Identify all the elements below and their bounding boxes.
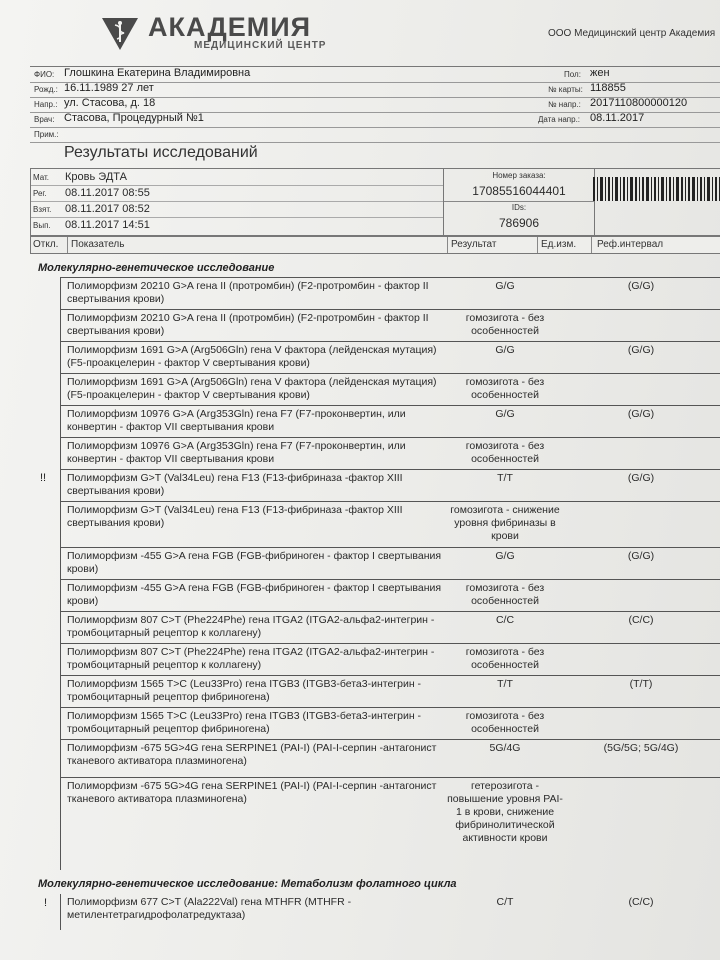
ref-date-label: Дата напр.: bbox=[538, 115, 581, 124]
row-result: гомозигота - без особенностей bbox=[465, 582, 545, 607]
table-row bbox=[60, 611, 720, 644]
row-indicator: Полиморфизм 1565 T>C (Leu33Pro) гена ITGB3 (ITGB3-бета3-интегрин - тромбоцитарный рецептор фибриногена) bbox=[67, 710, 422, 735]
row-ref-interval: (C/C) bbox=[628, 896, 654, 908]
card-label: № карты: bbox=[548, 85, 583, 94]
medical-shield-icon bbox=[100, 12, 140, 52]
row-indicator: Полиморфизм 10976 G>A (Arg353Gln) гена F7 (F7-проконвертин, или конвертин - фактор VII свертывания крови bbox=[67, 408, 406, 433]
deviation-flag: ! bbox=[44, 897, 48, 909]
sex-label: Пол: bbox=[564, 70, 581, 79]
note-label: Прим.: bbox=[34, 130, 59, 139]
row-result: T/T bbox=[497, 678, 513, 690]
table-row bbox=[60, 373, 720, 406]
sample-row-mat bbox=[31, 169, 443, 186]
logo-title: АКАДЕМИЯ bbox=[148, 11, 312, 42]
addr-value: ул. Стасова, д. 18 bbox=[64, 97, 156, 109]
row-result: G/G bbox=[495, 550, 515, 562]
ids-value: 786906 bbox=[498, 216, 540, 230]
patient-row-addr bbox=[30, 97, 720, 113]
order-box bbox=[443, 169, 595, 235]
sample-info bbox=[30, 168, 720, 236]
patient-info bbox=[30, 66, 720, 143]
done-value: 08.11.2017 14:51 bbox=[65, 219, 150, 231]
row-indicator: Полиморфизм -455 G>A гена FGB (FGB-фибриноген - фактор I свертывания крови) bbox=[67, 582, 442, 607]
table-row bbox=[60, 579, 720, 612]
table-row bbox=[60, 894, 720, 930]
table-header bbox=[30, 236, 720, 254]
table-row bbox=[60, 437, 720, 470]
mat-label: Мат. bbox=[33, 173, 50, 182]
sample-row-reg bbox=[31, 185, 443, 202]
table-row bbox=[60, 643, 720, 676]
table-row bbox=[60, 277, 720, 310]
th-result: Результат bbox=[451, 239, 497, 250]
row-indicator: Полиморфизм -675 5G>4G гена SERPINE1 (PAI-I) (PAI-I-серпин -антагонист тканевого активатора плазминогена) bbox=[67, 780, 437, 805]
reg-label: Рег. bbox=[33, 189, 47, 198]
row-result: гомозигота - без особенностей bbox=[465, 710, 545, 735]
logo-subtitle: МЕДИЦИНСКИЙ ЦЕНТР bbox=[194, 39, 327, 51]
row-indicator: Полиморфизм 10976 G>A (Arg353Gln) гена F7 (F7-проконвертин, или конвертин - фактор VII свертывания крови bbox=[67, 440, 406, 465]
row-ref-interval: (G/G) bbox=[627, 472, 655, 484]
ref-value: 2017110800000120 bbox=[590, 97, 688, 109]
mat-value: Кровь ЭДТА bbox=[65, 171, 127, 183]
table-row bbox=[60, 707, 720, 740]
section-title: Молекулярно-генетическое исследование bbox=[38, 262, 275, 274]
row-indicator: Полиморфизм 807 C>T (Phe224Phe) гена ITGA2 (ITGA2-альфа2-интегрин - тромбоцитарный рецептор к коллагену) bbox=[67, 646, 435, 671]
patient-row-birth bbox=[30, 82, 720, 98]
doctor-label: Врач: bbox=[34, 115, 55, 124]
row-indicator: Полиморфизм -675 5G>4G гена SERPINE1 (PAI-I) (PAI-I-серпин -антагонист тканевого активатора плазминогена) bbox=[67, 742, 437, 767]
row-indicator: Полиморфизм 20210 G>A гена II (протромбин) (F2-протромбин - фактор II свертывания крови) bbox=[67, 312, 429, 337]
row-ref-interval: (G/G) bbox=[627, 344, 655, 356]
row-result: гомозигота - без особенностей bbox=[465, 312, 545, 337]
row-indicator: Полиморфизм G>T (Val34Leu) гена F13 (F13-фибриназа -фактор XIII свертывания крови) bbox=[67, 472, 403, 497]
table-row bbox=[60, 501, 720, 548]
order-label: Номер заказа: bbox=[492, 171, 546, 180]
addr-label: Напр.: bbox=[34, 100, 58, 109]
organization-name: ООО Медицинский центр Академия bbox=[548, 28, 716, 39]
order-value: 17085516044401 bbox=[472, 184, 566, 198]
sex-value: жен bbox=[590, 67, 610, 79]
doctor-value: Стасова, Процедурный №1 bbox=[64, 112, 204, 124]
row-result: гомозигота - без особенностей bbox=[465, 646, 545, 671]
section-title: Молекулярно-генетическое исследование: Метаболизм фолатного цикла bbox=[38, 878, 457, 890]
ref-date-value: 08.11.2017 bbox=[590, 112, 645, 124]
table-row bbox=[60, 547, 720, 580]
row-result: гомозигота - без особенностей bbox=[465, 440, 545, 465]
fio-label: ФИО: bbox=[34, 70, 55, 79]
taken-value: 08.11.2017 08:52 bbox=[65, 203, 150, 215]
th-otkl: Откл. bbox=[33, 239, 59, 250]
row-result: C/T bbox=[496, 896, 514, 908]
row-result: T/T bbox=[497, 472, 513, 484]
table-row bbox=[60, 309, 720, 342]
row-result: 5G/4G bbox=[489, 742, 521, 754]
patient-row-note bbox=[30, 127, 720, 143]
table-row bbox=[60, 739, 720, 778]
table-row bbox=[60, 405, 720, 438]
sample-row-done bbox=[31, 217, 443, 233]
birth-label: Рожд.: bbox=[34, 85, 58, 94]
done-label: Вып. bbox=[33, 221, 51, 230]
patient-row-fio bbox=[30, 67, 720, 83]
table-row bbox=[60, 675, 720, 708]
card-value: 118855 bbox=[590, 82, 626, 94]
row-ref-interval: (5G/5G; 5G/4G) bbox=[603, 742, 679, 754]
row-indicator: Полиморфизм -455 G>A гена FGB (FGB-фибриноген - фактор I свертывания крови) bbox=[67, 550, 442, 575]
th-indicator: Показатель bbox=[71, 239, 125, 250]
taken-label: Взят. bbox=[33, 205, 52, 214]
sample-row-taken bbox=[31, 201, 443, 218]
ids-label: IDs: bbox=[511, 203, 527, 212]
row-result: C/C bbox=[495, 614, 515, 626]
table-row bbox=[60, 777, 720, 870]
row-indicator: Полиморфизм 20210 G>A гена II (протромбин) (F2-протромбин - фактор II свертывания крови) bbox=[67, 280, 429, 305]
patient-row-doctor bbox=[30, 112, 720, 128]
ref-label: № напр.: bbox=[548, 100, 581, 109]
results-title: Результаты исследований bbox=[64, 144, 258, 161]
row-indicator: Полиморфизм 1691 G>A (Arg506Gln) гена V фактора (лейденская мутация) (F5-проакцелерин - фактор V свертывания крови) bbox=[67, 376, 437, 401]
row-result: гетерозигота - повышение уровня PAI-1 в крови, снижение фибринолитической активности крови bbox=[447, 780, 563, 844]
logo bbox=[100, 12, 326, 52]
row-indicator: Полиморфизм 677 C>T (Ala222Val) гена MTHFR (MTHFR - метилентетрагидрофолатредуктаза) bbox=[67, 896, 352, 921]
row-result: G/G bbox=[495, 344, 515, 356]
reg-value: 08.11.2017 08:55 bbox=[65, 187, 150, 199]
row-ref-interval: (G/G) bbox=[627, 280, 655, 292]
fio-value: Глошкина Екатерина Владимировна bbox=[64, 67, 251, 79]
birth-value: 16.11.1989 27 лет bbox=[64, 82, 154, 94]
th-ref: Реф.интервал bbox=[597, 239, 664, 250]
row-ref-interval: (C/C) bbox=[628, 614, 654, 626]
table-row bbox=[60, 469, 720, 502]
table-row bbox=[60, 341, 720, 374]
row-indicator: Полиморфизм 1565 T>C (Leu33Pro) гена ITGB3 (ITGB3-бета3-интегрин - тромбоцитарный рецептор фибриногена) bbox=[67, 678, 422, 703]
row-result: гомозигота - без особенностей bbox=[465, 376, 545, 401]
barcode-icon bbox=[593, 177, 720, 201]
th-unit: Ед.изм. bbox=[541, 239, 577, 250]
row-ref-interval: (G/G) bbox=[627, 550, 655, 562]
row-indicator: Полиморфизм 807 C>T (Phe224Phe) гена ITGA2 (ITGA2-альфа2-интегрин - тромбоцитарный рецептор к коллагену) bbox=[67, 614, 435, 639]
row-result: гомозигота - снижение уровня фибриназы в крови bbox=[450, 504, 560, 542]
deviation-flag: !! bbox=[40, 472, 47, 484]
row-ref-interval: (T/T) bbox=[629, 678, 653, 690]
row-result: G/G bbox=[495, 408, 515, 420]
row-ref-interval: (G/G) bbox=[627, 408, 655, 420]
row-result: G/G bbox=[495, 280, 515, 292]
row-indicator: Полиморфизм 1691 G>A (Arg506Gln) гена V фактора (лейденская мутация) (F5-проакцелерин - фактор V свертывания крови) bbox=[67, 344, 437, 369]
row-indicator: Полиморфизм G>T (Val34Leu) гена F13 (F13-фибриназа -фактор XIII свертывания крови) bbox=[67, 504, 403, 529]
